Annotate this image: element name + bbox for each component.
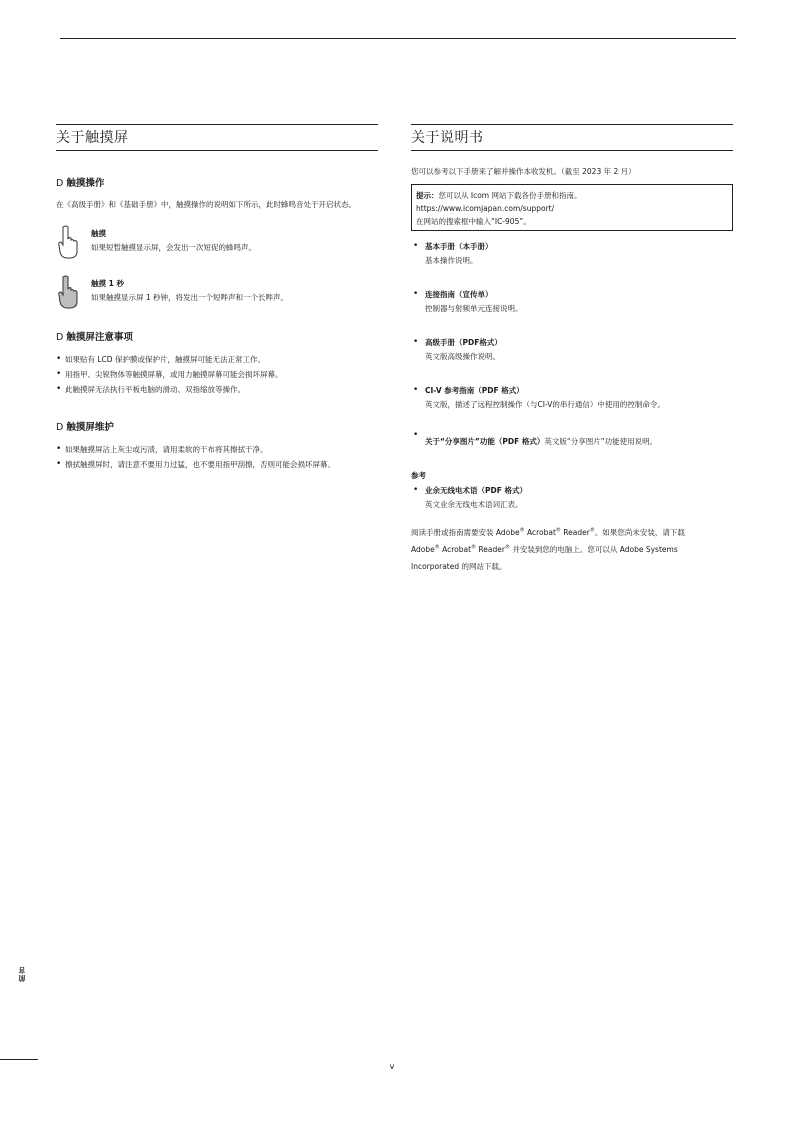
heading-marker: D	[56, 178, 64, 189]
list-item: • 此触摸屏无法执行平板电脑的滑动、双指缩放等操作。	[56, 382, 378, 397]
touch-item-desc: 如果触摸显示屏 1 秒钟，将发出一个短哔声和一个长哔声。	[91, 293, 289, 302]
tip-url: https://www.icomjapan.com/support/	[416, 204, 555, 213]
manual-desc: 基本操作说明。	[425, 256, 478, 265]
list-item: • 如果贴有 LCD 保护膜或保护片，触摸屏可能无法正常工作。	[56, 352, 378, 367]
manual-item-reference	[411, 484, 733, 512]
manual-item	[411, 336, 733, 364]
touch-ops-intro: 在《高级手册》和《基础手册》中，触摸操作的说明如下所示，此时蜂鸣音处于开启状态。	[56, 200, 356, 209]
page-number: v	[389, 1062, 395, 1071]
tip-box	[411, 184, 733, 231]
list-item: • 擦拭触摸屏时，请注意不要用力过猛，也不要用指甲刮擦，否则可能会损坏屏幕。	[56, 457, 378, 472]
manual-item	[411, 384, 733, 412]
finger-tap-icon	[56, 225, 82, 259]
manual-desc: 英文版“分享图片”功能使用说明。	[544, 437, 658, 446]
maintenance-heading: D 触摸屏维护	[56, 422, 114, 433]
manual-title: • 业余无线电术语（PDF 格式）	[425, 486, 527, 495]
heading-marker: D	[56, 422, 64, 433]
top-rule	[60, 38, 736, 39]
section-title-manuals: 关于说明书	[411, 124, 733, 151]
touch-ops-heading: D 触摸操作	[56, 178, 105, 189]
precautions-heading: D 触摸屏注意事项	[56, 332, 133, 343]
list-item: • 用指甲、尖锐物体等触摸屏幕，或用力触摸屏幕可能会损坏屏幕。	[56, 367, 378, 382]
finger-hold-icon	[56, 275, 82, 309]
maintenance-list	[56, 442, 378, 472]
manual-title: • CI-V 参考指南（PDF 格式）	[425, 386, 524, 395]
manual-title: • 连接指南（宣传单）	[425, 290, 493, 299]
manual-desc: 英文版高级操作说明。	[425, 352, 500, 361]
manual-item-share-image	[411, 429, 733, 449]
touch-item-title: 触摸 1 秒	[91, 279, 124, 288]
tip-line: 在网站的搜索框中输入“IC-905”。	[416, 217, 531, 226]
list-item: • 如果触摸屏沾上灰尘或污渍，请用柔软的干布将其擦拭干净。	[56, 442, 378, 457]
touch-item-hold	[56, 275, 378, 317]
tip-line: 您可以从 Icom 网站下载各份手册和指南。	[438, 191, 582, 200]
manual-item	[411, 288, 733, 316]
adobe-note: 阅读手册或指南需要安装 Adobe® Acrobat® Reader®。如果您尚未安装，请下载 Adobe® Acrobat® Reader® 并安装到您的电脑上。您可以从 Adobe Systems Incorporated 的网站下载。	[411, 527, 685, 571]
touch-item-desc: 如果短暂触摸显示屏，会发出一次短促的蜂鸣声。	[91, 243, 256, 252]
section-title-touchscreen: 关于触摸屏	[56, 124, 378, 151]
tip-label: 提示：	[416, 191, 439, 200]
manual-desc: 英文业余无线电术语词汇表。	[425, 500, 523, 509]
manuals-intro: 您可以参考以下手册来了解并操作本收发机。（截至 2023 年 2 月）	[411, 167, 636, 176]
reference-heading: 参考	[411, 471, 426, 480]
touch-item-tap	[56, 225, 378, 267]
side-section-label: 前言	[18, 966, 26, 982]
heading-marker: D	[56, 332, 64, 343]
manual-title: • 基本手册（本手册）	[425, 242, 493, 251]
precautions-list	[56, 352, 378, 397]
left-column	[56, 124, 378, 472]
manual-title: • 高级手册（PDF格式）	[425, 338, 502, 347]
manual-title: 关于“分享图片”功能（PDF 格式）	[425, 437, 545, 446]
right-column	[411, 124, 733, 575]
touch-item-title: 触摸	[91, 229, 106, 238]
manual-desc: 控制器与射频单元连接说明。	[425, 304, 523, 313]
bottom-rule	[0, 1059, 38, 1060]
manual-desc: 英文版，描述了远程控制操作（与CI-V的串行通信）中使用的控制命令。	[425, 400, 665, 409]
manual-item	[411, 240, 733, 268]
